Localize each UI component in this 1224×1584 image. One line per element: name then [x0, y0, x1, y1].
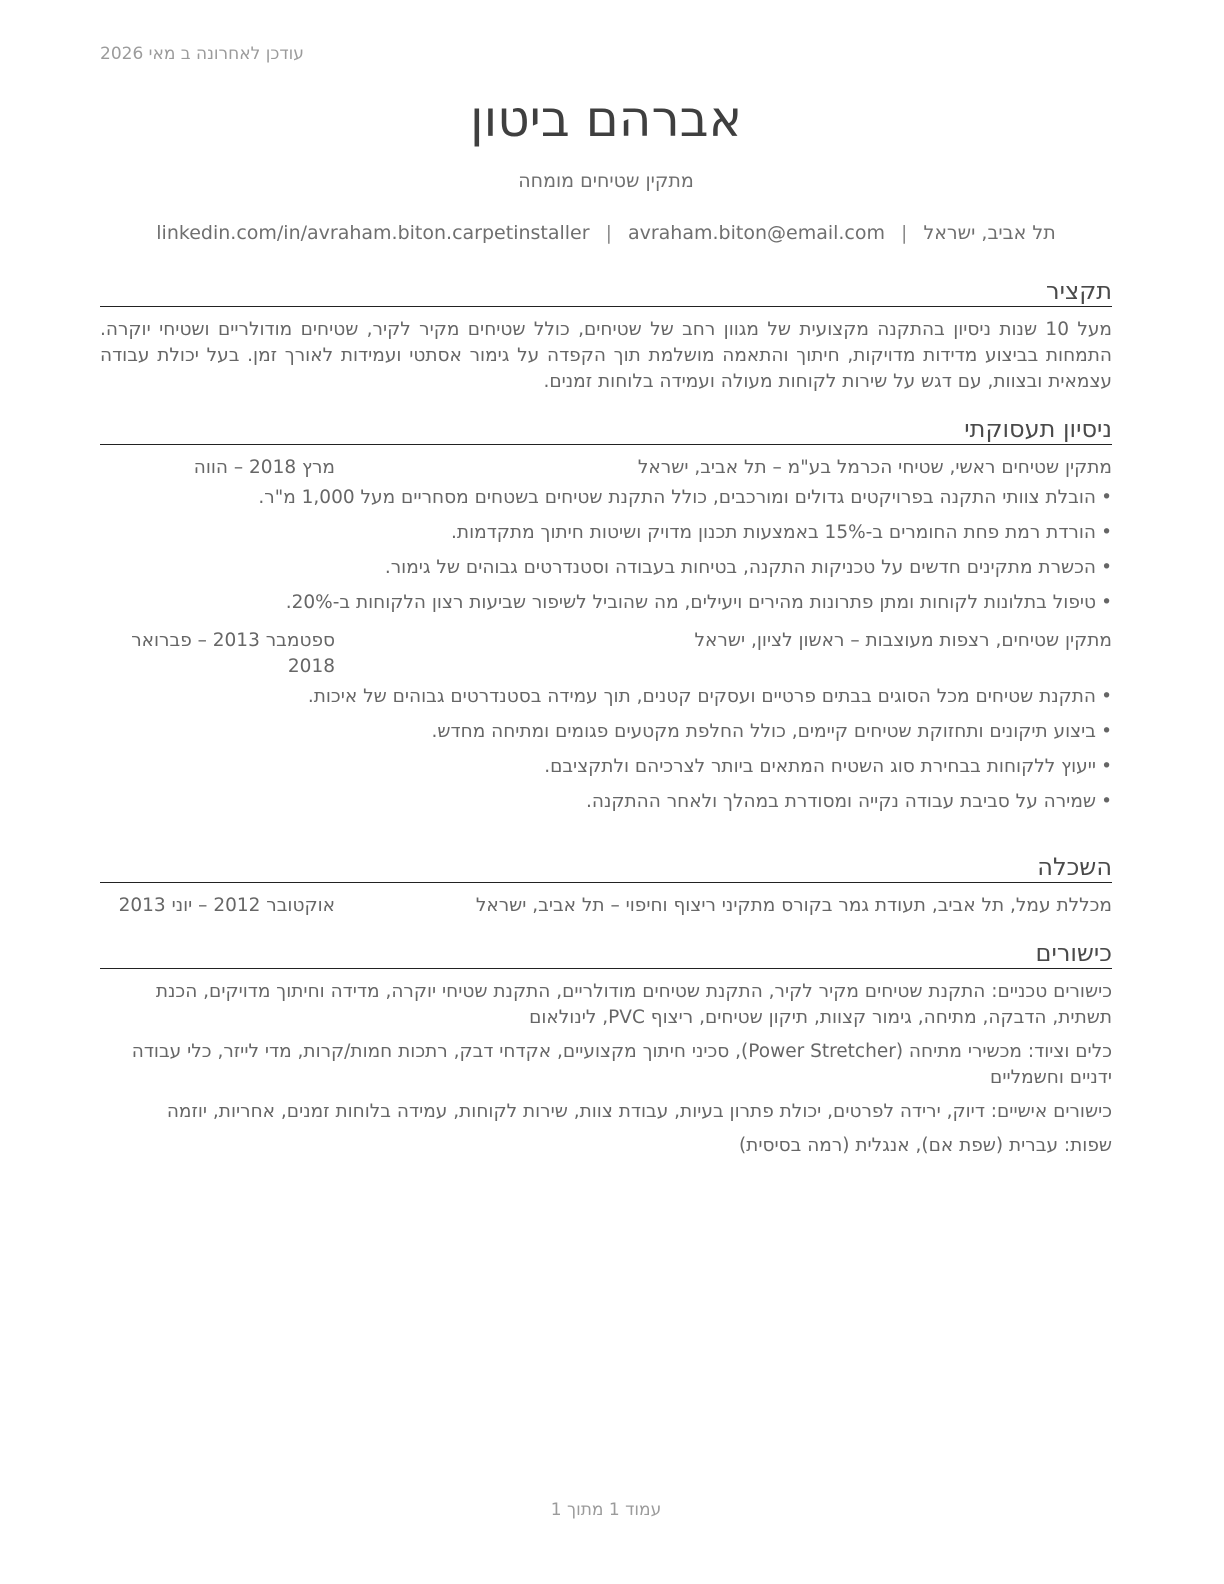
- skills-section: [100, 938, 1112, 1167]
- education-entry: [100, 893, 1112, 919]
- summary-text: מעל 10 שנות ניסיון בהתקנה מקצועית של מגוון רחב של שטיחים, כולל שטיחים מקיר לקיר, שטיחים מודולריים ושטיחי יוקרה. התמחות בביצוע מדידות מדויקות, חיתוך והתאמה מושלמת תוך הקפדה על גימור אסתטי ועמידות לאורך זמן. בעל יכולת עבודה עצמאית ובצוות, עם דגש על שירות לקוחות מעולה ועמידה בלוחות זמנים.: [100, 319, 1112, 392]
- list-item: • ביצוע תיקונים ותחזוקת שטיחים קיימים, כולל החלפת מקטעים פגומים ומתיחה מחדש.: [100, 719, 1112, 745]
- job-header: [100, 628, 1112, 680]
- candidate-name: אברהם ביטון: [469, 90, 743, 148]
- list-item: • התקנת שטיחים מכל הסוגים בבתים פרטיים ועסקים קטנים, תוך עמידה בסטנדרטים גבוהים של איכות.: [100, 684, 1112, 710]
- last-updated: עודכן לאחרונה ב מאי 2026: [100, 44, 304, 64]
- job-entry: [100, 628, 1112, 815]
- contact-email[interactable]: avraham.biton@email.com: [627, 222, 886, 244]
- skills-languages: שפות: עברית (שפת אם), אנגלית (רמה בסיסית): [738, 1135, 1112, 1156]
- skills-personal: כישורים אישיים: דיוק, ירידה לפרטים, יכולת פתרון בעיות, עבודת צוות, שירות לקוחות, עמידה בלוחות זמנים, אחריות, יוזמה: [166, 1101, 1112, 1122]
- summary-section: [100, 276, 1112, 395]
- education-section: [100, 852, 1112, 919]
- contact-separator: |: [901, 222, 908, 244]
- contact-linkedin[interactable]: linkedin.com/in/avraham.biton.carpetinstaller: [156, 222, 590, 244]
- job-bullets: [100, 684, 1112, 815]
- contact-location: תל אביב, ישראל: [923, 222, 1056, 244]
- job-bullets: [100, 485, 1112, 616]
- list-item: • ייעוץ ללקוחות בבחירת סוג השטיח המתאים ביותר לצרכיהם ולתקציבם.: [100, 754, 1112, 780]
- list-item: • הכשרת מתקינים חדשים על טכניקות התקנה, בטיחות בעבודה וסטנדרטים גבוהים של גימור.: [100, 555, 1112, 581]
- job-title: מתקין שטיחים מומחה: [518, 170, 694, 192]
- resume-page: [100, 0, 1112, 1584]
- experience-section: [100, 414, 1112, 824]
- list-item: • טיפול בתלונות לקוחות ומתן פתרונות מהירים ויעילים, מה שהוביל לשיפור שביעות רצון הלקוחות ב-20%.: [100, 590, 1112, 616]
- job-dates: ספטמבר 2013 – פברואר 2018: [131, 630, 335, 677]
- summary-heading: תקציר: [100, 276, 1112, 307]
- skills-tools: כלים וציוד: מכשירי מתיחה (Power Stretcher), סכיני חיתוך מקצועיים, אקדחי דבק, רתכות חמות/קרות, מדי לייזר, כלי עבודה ידניים וחשמליים: [131, 1041, 1112, 1088]
- list-item: • הורדת רמת פחת החומרים ב-15% באמצעות תכנון מדויק ושיטות חיתוך מתקדמות.: [100, 520, 1112, 546]
- education-dates: אוקטובר 2012 – יוני 2013: [118, 895, 335, 916]
- job-dates: מרץ 2018 – הווה: [193, 457, 335, 478]
- experience-heading: ניסיון תעסוקתי: [100, 414, 1112, 445]
- contact-separator: |: [605, 222, 612, 244]
- job-role: מתקין שטיחים, רצפות מעוצבות – ראשון לציון, ישראל: [694, 630, 1112, 651]
- job-entry: [100, 455, 1112, 616]
- page-number: עמוד 1 מתוך 1: [550, 1500, 662, 1520]
- education-heading: השכלה: [100, 852, 1112, 883]
- list-item: • שמירה על סביבת עבודה נקייה ומסודרת במהלך ולאחר ההתקנה.: [100, 789, 1112, 815]
- list-item: • הובלת צוותי התקנה בפרויקטים גדולים ומורכבים, כולל התקנת שטיחים בשטחים מסחריים מעל 1,000 מ"ר.: [100, 485, 1112, 511]
- contact-line: [100, 222, 1112, 244]
- job-header: [100, 455, 1112, 481]
- education-institution: מכללת עמל, תל אביב, תעודת גמר בקורס מתקיני ריצוף וחיפוי – תל אביב, ישראל: [475, 895, 1112, 916]
- skills-technical: כישורים טכניים: התקנת שטיחים מקיר לקיר, התקנת שטיחים מודולריים, התקנת שטיחי יוקרה, מדידה וחיתוך מדויקים, הכנת תשתית, הדבקה, מתיחה, גימור קצוות, תיקון שטיחים, ריצוף PVC, לינולאום: [155, 981, 1112, 1028]
- job-role: מתקין שטיחים ראשי, שטיחי הכרמל בע"מ – תל אביב, ישראל: [637, 457, 1112, 478]
- skills-heading: כישורים: [100, 938, 1112, 969]
